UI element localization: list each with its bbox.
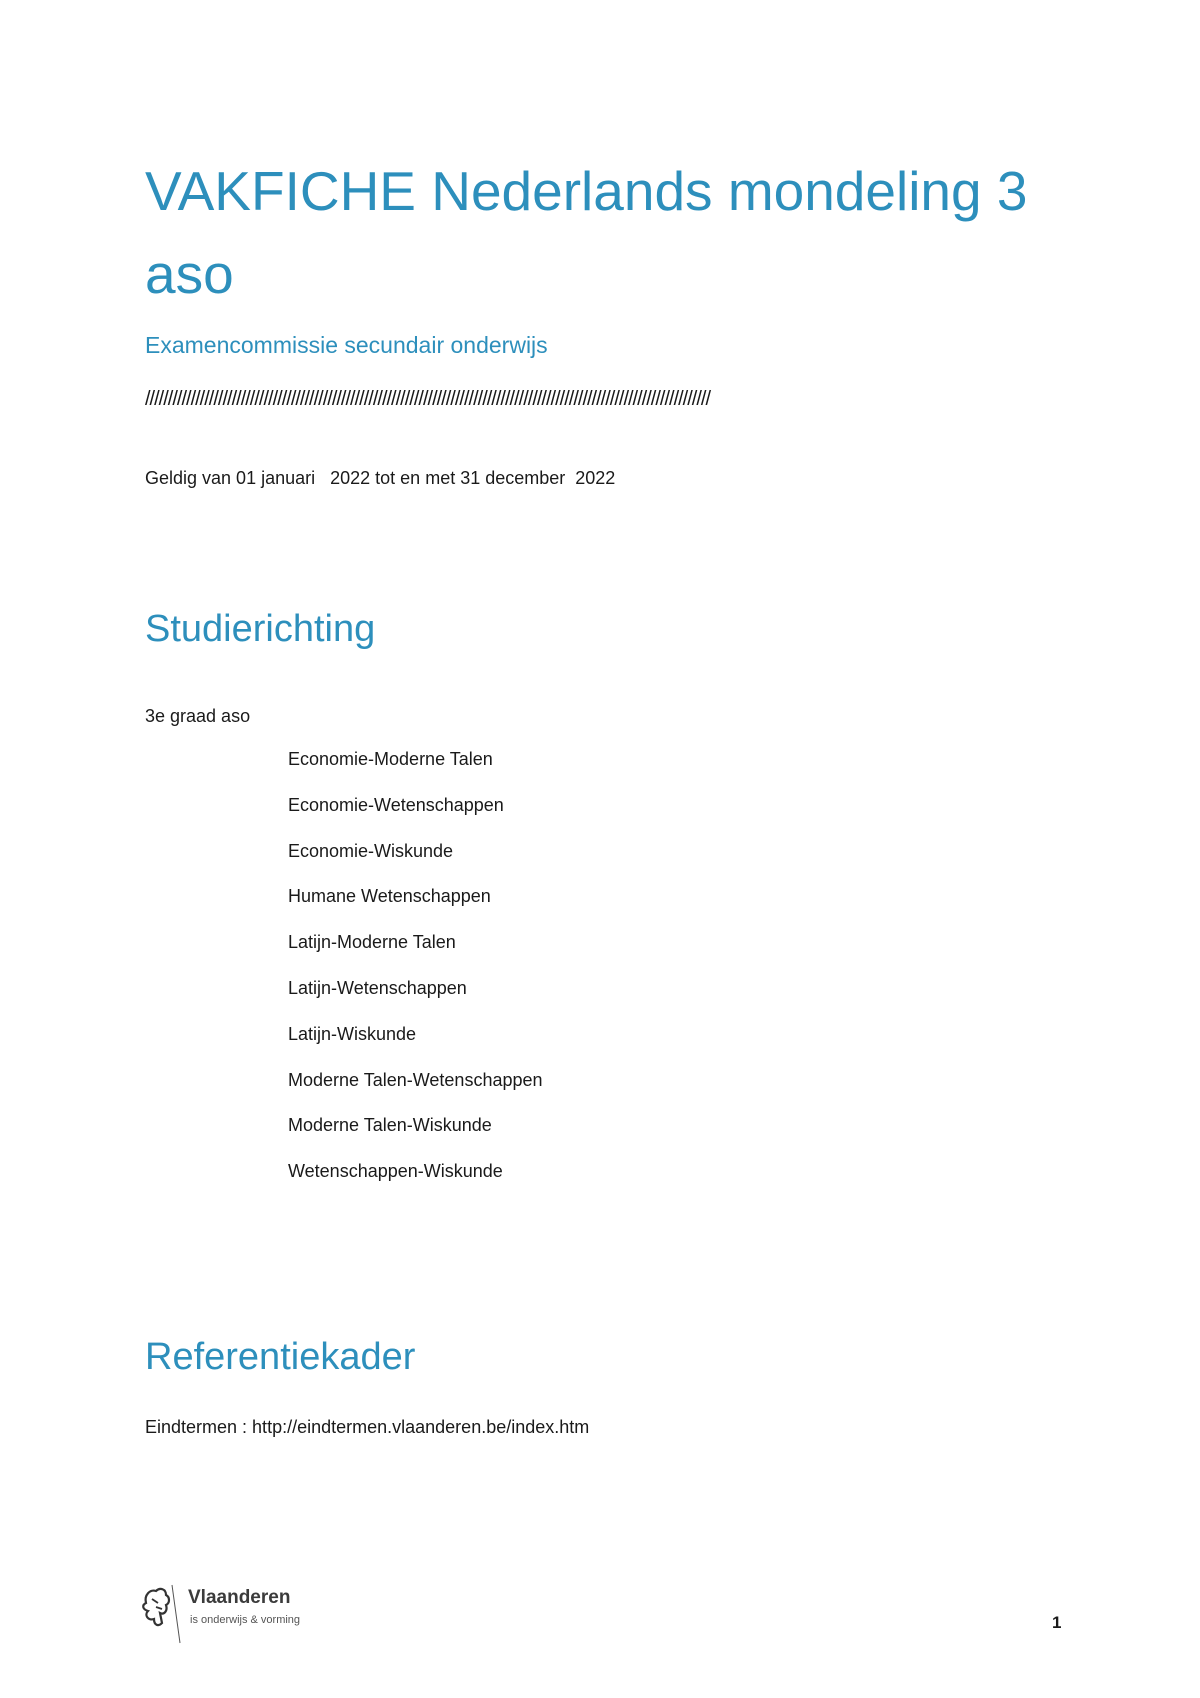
- program-list: [288, 748, 543, 1206]
- page-title: VAKFICHE Nederlands mondeling 3 aso: [145, 160, 1028, 305]
- list-item: Moderne Talen-Wiskunde: [288, 1115, 492, 1136]
- list-item: Economie-Wiskunde: [288, 840, 454, 861]
- section-heading-studierichting: Studierichting: [145, 608, 376, 650]
- eindtermen-link[interactable]: Eindtermen : http://eindtermen.vlaanderen.be/index.htm: [145, 1417, 590, 1437]
- separator-line: ////////////////////////////////////////////////////////////////////////////////////////////////////////////////////////////: [145, 388, 711, 410]
- list-item: Economie-Wetenschappen: [288, 794, 504, 815]
- validity-text: Geldig van 01 januari 2022 tot en met 31 december 2022: [145, 468, 616, 488]
- list-item: Latijn-Moderne Talen: [288, 932, 456, 953]
- vlaanderen-logo: [138, 1583, 378, 1653]
- page-number: 1: [1052, 1613, 1062, 1632]
- list-item: Latijn-Wiskunde: [288, 1023, 417, 1044]
- list-item: Latijn-Wetenschappen: [288, 977, 467, 998]
- logo-name: Vlaanderen: [188, 1587, 291, 1608]
- grade-label: 3e graad aso: [145, 706, 251, 726]
- subtitle: Examencommissie secundair onderwijs: [145, 332, 548, 358]
- lion-icon: [138, 1583, 186, 1645]
- section-heading-referentiekader: Referentiekader: [145, 1336, 416, 1378]
- list-item: Economie-Moderne Talen: [288, 749, 493, 769]
- list-item: Moderne Talen-Wetenschappen: [288, 1069, 543, 1090]
- list-item: Humane Wetenschappen: [288, 886, 491, 907]
- list-item: Wetenschappen-Wiskunde: [288, 1161, 503, 1182]
- logo-subtitle: is onderwijs & vorming: [190, 1614, 301, 1626]
